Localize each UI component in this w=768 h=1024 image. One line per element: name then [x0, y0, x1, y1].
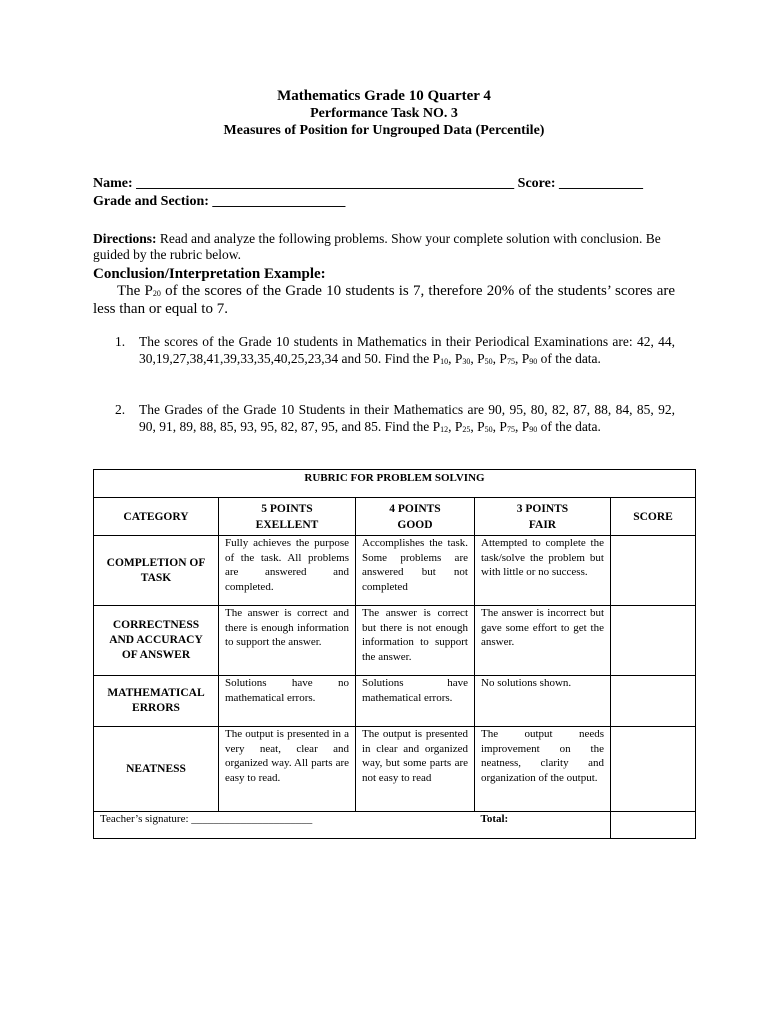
points-label: 3 POINTS — [516, 502, 569, 515]
rating-label: GOOD — [397, 518, 433, 531]
task-number: Performance Task NO. 3 — [310, 106, 458, 121]
column-header-category: CATEGORY — [94, 498, 219, 536]
conclusion-example — [93, 282, 675, 318]
percentile-subscript: 90 — [529, 357, 538, 366]
teacher-signature: Teacher’s signature: ______________________ — [94, 812, 475, 839]
rubric-row — [94, 606, 696, 676]
points-label: 4 POINTS — [389, 502, 441, 515]
rubric-fair-cell: No solutions shown. — [475, 676, 611, 727]
document-title: Mathematics Grade 10 Quarter 4 — [277, 88, 491, 104]
rubric-excellent-cell: The output is presented in a very neat, clear and organized way. All parts are easy to read. — [219, 727, 356, 812]
rubric-category: NEATNESS — [94, 727, 219, 812]
problem-number: 1. — [115, 334, 126, 349]
rubric-excellent-cell: The answer is correct and there is enough information to support the answer. — [219, 606, 356, 676]
column-header-score: SCORE — [611, 498, 696, 536]
section-line — [93, 194, 345, 210]
rubric-row — [94, 676, 696, 727]
problem-number: 2. — [115, 402, 126, 417]
directions — [93, 231, 675, 263]
score-cell[interactable] — [611, 606, 696, 676]
percentile-subscript: 12 — [440, 425, 449, 434]
section-label: Grade and Section: — [93, 194, 209, 209]
section-blank[interactable]: ___________________ — [212, 194, 346, 209]
score-cell[interactable] — [611, 536, 696, 606]
problem-text: The Grades of the Grade 10 Students in their Mathematics are 90, 95, 80, 82, 87, 88, 84, 85, 92, 90, 91, 89, 88, 85, 93, 95, 82, 87, 95, and 85. Find the $P_{12}$, $P_{25}$, $P_{50}$, $P_{75}$, $P_{90}$ of the data. — [139, 402, 675, 434]
rubric-category: CORRECTNESS AND ACCURACY OF ANSWER — [94, 606, 219, 676]
rubric-title: RUBRIC FOR PROBLEM SOLVING — [94, 470, 696, 498]
conclusion-title: Conclusion/Interpretation Example: — [93, 266, 326, 282]
problem-text: The scores of the Grade 10 students in Mathematics in their Periodical Examinations are: 42, 44, 30,19,27,38,41,39,33,35,40,25,23,34 and 50. Find the $P_{10}$, $P_{30}$, $P_{50}$, $P_{75}$, $P_{90}$ of the data. — [139, 334, 675, 366]
percentile-subscript: 75 — [506, 357, 515, 366]
directions-text: Read and analyze the following problems. Show your complete solution with conclusion. Be guided by the rubric below. — [93, 231, 661, 262]
rating-label: EXELLENT — [255, 518, 319, 531]
problem-ending: of the data. — [537, 351, 601, 366]
name-score-line — [93, 176, 643, 192]
rubric-category: MATHEMATICAL ERRORS — [94, 676, 219, 727]
score-label: Score: — [517, 176, 556, 191]
score-cell[interactable] — [611, 676, 696, 727]
column-header-5-points — [219, 498, 356, 536]
name-label: Name: — [93, 176, 133, 191]
rubric-fair-cell: Attempted to complete the task/solve the problem but with little or no success. — [475, 536, 611, 606]
rubric-row — [94, 727, 696, 812]
total-label: Total: — [475, 812, 611, 839]
rubric-table — [93, 469, 696, 839]
conclusion-text-start: The P — [117, 283, 153, 299]
rubric-fair-cell: The answer is incorrect but gave some effort to get the answer. — [475, 606, 611, 676]
score-blank[interactable]: ____________ — [559, 176, 643, 191]
total-score-cell[interactable] — [611, 812, 696, 839]
column-header-4-points — [356, 498, 475, 536]
percentile-subscript: 50 — [484, 425, 493, 434]
percentile-subscript: 90 — [529, 425, 538, 434]
rubric-category: COMPLETION OF TASK — [94, 536, 219, 606]
rubric-good-cell: The output is presented in clear and organized way, but some parts are not easy to read — [356, 727, 475, 812]
rubric-row — [94, 536, 696, 606]
percentile-subscript: 10 — [440, 357, 449, 366]
rubric-good-cell: Solutions have mathematical errors. — [356, 676, 475, 727]
problem-ending: of the data. — [537, 419, 601, 434]
rubric-good-cell: The answer is correct but there is not enough information to support the answer. — [356, 606, 475, 676]
score-cell[interactable] — [611, 727, 696, 812]
column-header-3-points — [475, 498, 611, 536]
problem-statement: The scores of the Grade 10 students in Mathematics in their Periodical Examinations are: 42, 44, 30,19,27,38,41,39,33,35,40,25,23,34 and 50. Find the — [139, 334, 675, 366]
rating-label: FAIR — [528, 518, 557, 531]
points-label: 5 POINTS — [261, 502, 313, 515]
name-blank[interactable]: ______________________________________________________ — [136, 176, 515, 191]
rubric-excellent-cell: Fully achieves the purpose of the task. All problems are answered and completed. — [219, 536, 356, 606]
percentile-subscript: 25 — [462, 425, 471, 434]
topic-title: Measures of Position for Ungrouped Data (Percentile) — [223, 123, 545, 138]
conclusion-text-end: of the scores of the Grade 10 students is 7, therefore 20% of the students’ scores are less than or equal to 7. — [93, 283, 675, 317]
problem-statement: The Grades of the Grade 10 Students in their Mathematics are 90, 95, 80, 82, 87, 88, 84, 85, 92, 90, 91, 89, 88, 85, 93, 95, 82, 87, 95, and 85. Find the — [139, 402, 675, 434]
percentile-subscript: 50 — [484, 357, 493, 366]
rubric-footer-row — [94, 812, 696, 839]
percentile-subscript: 30 — [462, 357, 471, 366]
percentile-subscript: 75 — [506, 425, 515, 434]
directions-label: Directions: — [93, 231, 157, 246]
conclusion-subscript: 20 — [152, 289, 161, 298]
rubric-excellent-cell: Solutions have no mathematical errors. — [219, 676, 356, 727]
rubric-fair-cell: The output needs improvement on the neatness, clarity and organization of the output. — [475, 727, 611, 812]
rubric-good-cell: Accomplishes the task. Some problems are answered but not completed — [356, 536, 475, 606]
